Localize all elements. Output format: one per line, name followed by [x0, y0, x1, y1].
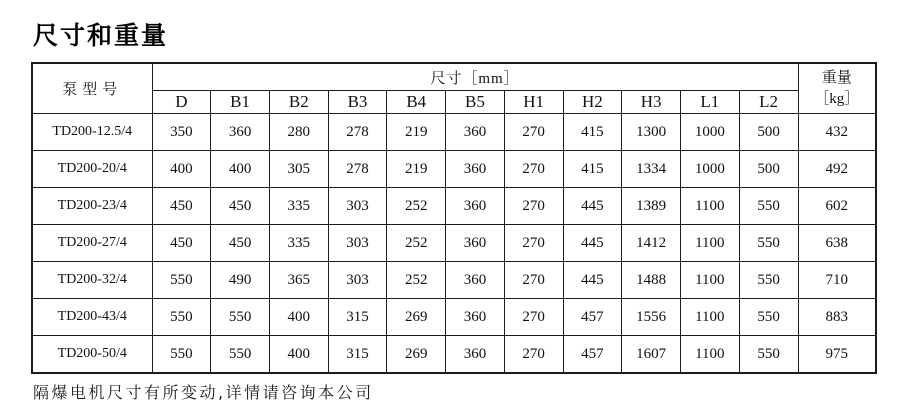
- dimension-cell-d: 550: [152, 299, 211, 336]
- dimension-cell-b5: 360: [446, 262, 505, 299]
- dimensions-weight-table: [31, 62, 877, 374]
- pump-model-cell: TD200-32/4: [32, 262, 152, 299]
- column-header-l1: L1: [680, 91, 739, 114]
- dimension-cell-d: 350: [152, 114, 211, 151]
- dimension-cell-h3: 1607: [622, 336, 681, 374]
- dimension-cell-b4: 252: [387, 188, 446, 225]
- dimension-cell-b5: 360: [446, 225, 505, 262]
- column-header-b3: B3: [328, 91, 387, 114]
- dimension-cell-b1: 450: [211, 188, 270, 225]
- dimension-cell-b2: 280: [269, 114, 328, 151]
- column-header-h3: H3: [622, 91, 681, 114]
- dimension-cell-h2: 415: [563, 114, 622, 151]
- dimension-cell-b3: 315: [328, 299, 387, 336]
- table-row: [32, 151, 876, 188]
- dimension-cell-b2: 335: [269, 225, 328, 262]
- column-header-h2: H2: [563, 91, 622, 114]
- dimension-cell-d: 450: [152, 225, 211, 262]
- dimension-cell-h1: 270: [504, 336, 563, 374]
- dimension-cell-b1: 490: [211, 262, 270, 299]
- dimension-cell-b2: 400: [269, 336, 328, 374]
- table-row: [32, 114, 876, 151]
- dimension-cell-h1: 270: [504, 188, 563, 225]
- dimension-cell-l1: 1100: [680, 299, 739, 336]
- table-row: [32, 225, 876, 262]
- dimension-cell-h2: 445: [563, 262, 622, 299]
- dimension-cell-b3: 278: [328, 114, 387, 151]
- pump-model-cell: TD200-27/4: [32, 225, 152, 262]
- table-row: [32, 299, 876, 336]
- weight-cell: 975: [798, 336, 876, 374]
- weight-cell: 638: [798, 225, 876, 262]
- column-header-l2: L2: [739, 91, 798, 114]
- dimension-column-headers: [32, 91, 876, 114]
- dimension-cell-b2: 365: [269, 262, 328, 299]
- dimension-cell-d: 450: [152, 188, 211, 225]
- dimension-cell-l1: 1000: [680, 114, 739, 151]
- pump-model-cell: TD200-12.5/4: [32, 114, 152, 151]
- dimension-cell-h3: 1488: [622, 262, 681, 299]
- column-header-dimensions-mm: 尺寸［mm］: [152, 63, 798, 91]
- weight-cell: 602: [798, 188, 876, 225]
- weight-cell: 432: [798, 114, 876, 151]
- footer-note: 隔爆电机尺寸有所变动,详情请咨询本公司: [33, 383, 374, 402]
- dimension-cell-h1: 270: [504, 225, 563, 262]
- column-header-pump-model: 泵型号: [32, 63, 152, 114]
- dimension-cell-d: 400: [152, 151, 211, 188]
- dimension-cell-b4: 269: [387, 299, 446, 336]
- dimension-cell-h2: 457: [563, 336, 622, 374]
- weight-header-unit: ［kg］: [814, 90, 860, 107]
- dimension-cell-h2: 445: [563, 188, 622, 225]
- dimension-cell-b3: 303: [328, 225, 387, 262]
- column-header-b5: B5: [446, 91, 505, 114]
- dimension-cell-l1: 1100: [680, 262, 739, 299]
- dimension-cell-b5: 360: [446, 188, 505, 225]
- dimension-cell-l2: 550: [739, 262, 798, 299]
- dimension-cell-b2: 305: [269, 151, 328, 188]
- dimension-cell-b2: 400: [269, 299, 328, 336]
- dimension-cell-d: 550: [152, 336, 211, 374]
- dimension-cell-b1: 360: [211, 114, 270, 151]
- dimension-cell-h3: 1556: [622, 299, 681, 336]
- dimension-cell-b5: 360: [446, 336, 505, 374]
- dimension-cell-b4: 252: [387, 225, 446, 262]
- dimension-cell-b4: 219: [387, 151, 446, 188]
- dimension-cell-b4: 252: [387, 262, 446, 299]
- dimension-cell-b3: 278: [328, 151, 387, 188]
- dimension-cell-l1: 1100: [680, 225, 739, 262]
- pump-model-cell: TD200-23/4: [32, 188, 152, 225]
- weight-header-label: 重量: [821, 70, 852, 87]
- dimension-cell-b4: 269: [387, 336, 446, 374]
- dimension-cell-d: 550: [152, 262, 211, 299]
- pump-model-cell: TD200-20/4: [32, 151, 152, 188]
- dimension-cell-l2: 500: [739, 151, 798, 188]
- dimension-cell-b2: 335: [269, 188, 328, 225]
- dimension-cell-h3: 1334: [622, 151, 681, 188]
- dimension-cell-l2: 500: [739, 114, 798, 151]
- dimension-cell-h2: 415: [563, 151, 622, 188]
- column-header-b1: B1: [211, 91, 270, 114]
- dimension-cell-b5: 360: [446, 151, 505, 188]
- dimension-cell-b4: 219: [387, 114, 446, 151]
- dimension-cell-h1: 270: [504, 262, 563, 299]
- column-header-b4: B4: [387, 91, 446, 114]
- dimension-cell-b3: 315: [328, 336, 387, 374]
- dimension-cell-l2: 550: [739, 299, 798, 336]
- weight-cell: 710: [798, 262, 876, 299]
- dimension-cell-l2: 550: [739, 188, 798, 225]
- dimension-cell-l1: 1000: [680, 151, 739, 188]
- dimension-cell-l2: 550: [739, 336, 798, 374]
- dimension-cell-h2: 457: [563, 299, 622, 336]
- dimension-cell-h3: 1300: [622, 114, 681, 151]
- dimension-cell-h1: 270: [504, 299, 563, 336]
- dimension-cell-h1: 270: [504, 151, 563, 188]
- dimension-cell-h2: 445: [563, 225, 622, 262]
- dimension-cell-b3: 303: [328, 188, 387, 225]
- dimension-cell-l2: 550: [739, 225, 798, 262]
- weight-cell: 883: [798, 299, 876, 336]
- dimension-cell-h3: 1389: [622, 188, 681, 225]
- dimension-cell-b3: 303: [328, 262, 387, 299]
- weight-cell: 492: [798, 151, 876, 188]
- dimension-cell-l1: 1100: [680, 188, 739, 225]
- table-row: [32, 336, 876, 374]
- dimension-cell-l1: 1100: [680, 336, 739, 374]
- column-header-h1: H1: [504, 91, 563, 114]
- dimension-cell-b1: 550: [211, 336, 270, 374]
- pump-model-cell: TD200-43/4: [32, 299, 152, 336]
- page-title: 尺寸和重量: [33, 21, 169, 50]
- table-row: [32, 262, 876, 299]
- column-header-weight-kg: [798, 63, 876, 114]
- dimension-cell-b5: 360: [446, 114, 505, 151]
- dimension-cell-b1: 450: [211, 225, 270, 262]
- dimension-cell-b1: 400: [211, 151, 270, 188]
- column-header-b2: B2: [269, 91, 328, 114]
- dimension-cell-b5: 360: [446, 299, 505, 336]
- table-row: [32, 188, 876, 225]
- table-body: [32, 114, 876, 374]
- dimension-cell-h1: 270: [504, 114, 563, 151]
- dimension-cell-b1: 550: [211, 299, 270, 336]
- column-header-d: D: [152, 91, 211, 114]
- dimension-cell-h3: 1412: [622, 225, 681, 262]
- pump-model-cell: TD200-50/4: [32, 336, 152, 374]
